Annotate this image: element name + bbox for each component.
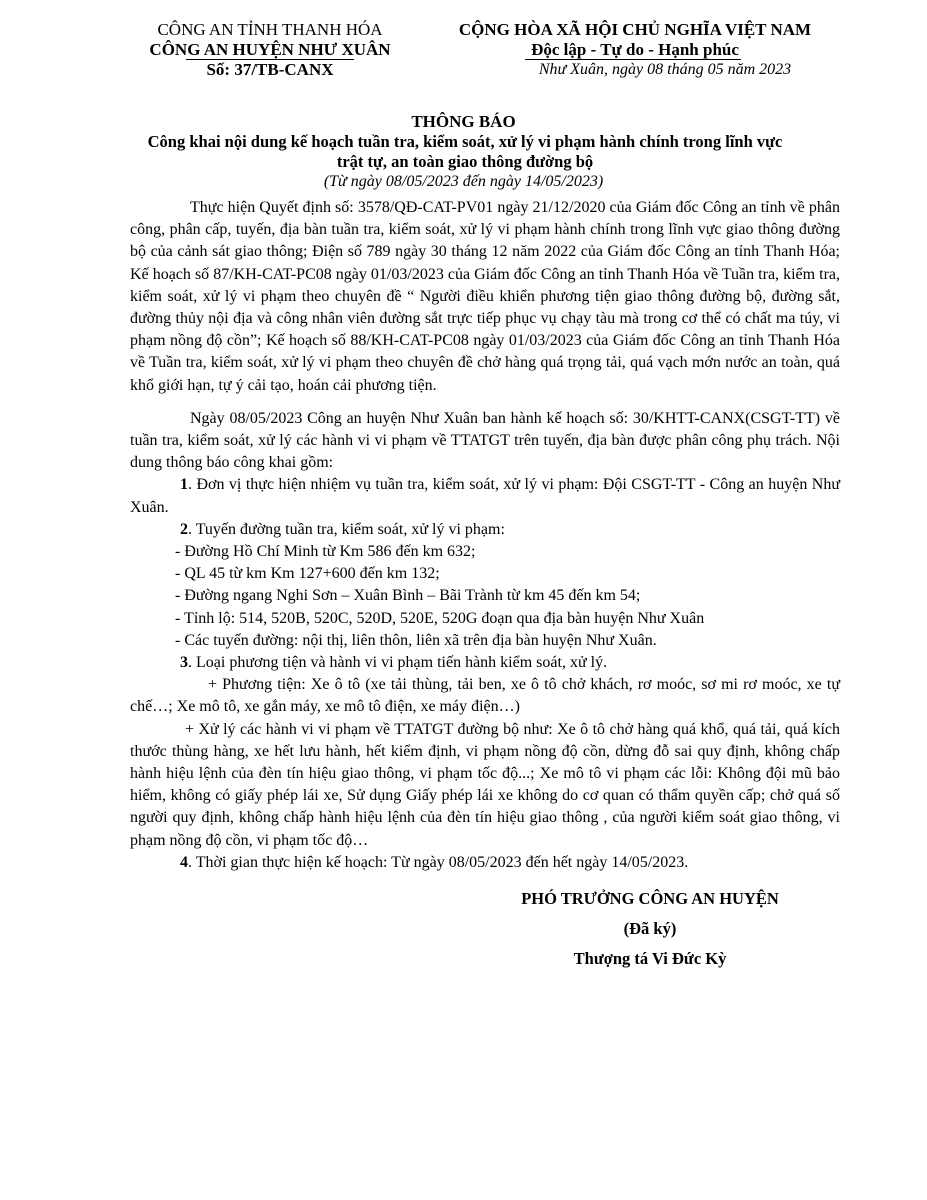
route-item: - QL 45 từ km Km 127+600 đến km 132; [175, 565, 440, 583]
national-motto: Độc lập - Tự do - Hạnh phúc [531, 40, 739, 59]
agency-parent: CÔNG AN TỈNH THANH HÓA [157, 20, 383, 39]
subtitle-line-1: Công khai nội dung kế hoạch tuần tra, kiểm soát, xử lý vi phạm hành chính trong lĩnh vực [147, 132, 783, 151]
item-2-text: . Tuyến đường tuần tra, kiểm soát, xử lý vi phạm: [188, 520, 505, 538]
document-title: THÔNG BÁO [411, 112, 516, 131]
item-1-number: 1 [180, 476, 188, 494]
motto-underline [525, 59, 741, 60]
item-4 [130, 852, 840, 874]
signature-block [500, 884, 800, 974]
agency-name: CÔNG AN HUYỆN NHƯ XUÂN [149, 40, 391, 59]
item-1-text: . Đơn vị thực hiện nhiệm vụ tuần tra, kiểm soát, xử lý vi phạm: Đội CSGT-TT - Công an huyện Như Xuân. [130, 476, 840, 516]
paragraph-plan-issuance: Ngày 08/05/2023 Công an huyện Như Xuân ban hành kế hoạch số: 30/KHTT-CANX(CSGT-TT) về tuần tra, kiểm soát, xử lý các hành vi vi phạm về TTATGT trên tuyến, địa bàn được phân công phụ trách. Nội dung thông báo công khai gồm: [130, 409, 840, 472]
item-3 [130, 652, 840, 674]
item-3-violations: + Xử lý các hành vi vi phạm về TTATGT đường bộ như: Xe ô tô chở hàng quá khổ, quá tải, quá kích thước thùng hàng, xe hết lưu hành, hết kiểm định, vi phạm nồng độ cồn, dừng đỗ sai quy định, không chấp hành hiệu lệnh của đèn tín hiệu giao thông, vi phạm tốc độ...; Xe mô tô vi phạm các lỗi: Không đội mũ bảo hiểm, không có giấy phép lái xe, Sử dụng Giấy phép lái xe không do cơ quan có thẩm quyền cấp; chở quá số người quy định, không chấp hành hiệu lệnh của đèn tín hiệu giao thông , của người kiểm soát giao thông, vi phạm nồng độ cồn, vi phạm tốc độ… [130, 720, 840, 849]
item-4-number: 4 [180, 853, 188, 871]
item-3-number: 3 [180, 654, 188, 672]
agency-underline [186, 59, 354, 60]
route-item: - Tỉnh lộ: 514, 520B, 520C, 520D, 520E, 520G đoạn qua địa bàn huyện Như Xuân [175, 609, 705, 627]
document-body [130, 197, 840, 874]
item-2 [130, 519, 840, 541]
route-item: - Các tuyến đường: nội thị, liên thôn, liên xã trên địa bàn huyện Như Xuân. [175, 631, 657, 649]
item-1 [130, 474, 840, 518]
document-subtitle [110, 132, 820, 172]
signature-status: (Đã ký) [623, 919, 677, 938]
item-2-number: 2 [180, 520, 188, 538]
subtitle-line-2: trật tự, an toàn giao thông đường bộ [336, 152, 594, 171]
route-item: - Đường ngang Nghi Sơn – Xuân Bình – Bãi Trành từ km 45 đến km 54; [175, 587, 641, 605]
paragraph-legal-basis: Thực hiện Quyết định số: 3578/QĐ-CAT-PV01 ngày 21/12/2020 của Giám đốc Công an tỉnh về phân công, phân cấp, tuyến, địa bàn tuần tra, kiểm soát, xử lý vi phạm hành chính trong lĩnh vực giao thông đường bộ của cảnh sát giao thông; Điện số 789 ngày 30 tháng 12 năm 2022 của Giám đốc Công an tỉnh Thanh Hóa; Kế hoạch số 87/KH-CAT-PC08 ngày 01/03/2023 của Giám đốc Công an tỉnh Thanh Hóa về Tuần tra, kiểm tra, kiểm soát, xử lý vi phạm theo chuyên đề “ Người điều khiển phương tiện giao thông đường bộ, đường sắt, đường thủy nội địa và công nhân viên đường sắt trực tiếp phục vụ chạy tàu mà trong cơ thể có chất ma túy, vi phạm nồng độ cồn”; Kế hoạch số 88/KH-CAT-PC08 ngày 01/03/2023 của Giám đốc Công an tỉnh Thanh Hóa về Tuần tra, kiểm soát, xử lý vi phạm theo chuyên đề chở hàng quá trọng tải, quá vạch mớn nước an toàn, quá khổ giới hạn, tự ý cải tạo, hoán cải phương tiện. [130, 199, 840, 394]
national-header-block [425, 20, 845, 80]
document-number: Số: 37/TB-CANX [206, 60, 334, 79]
item-4-text: . Thời gian thực hiện kế hoạch: Từ ngày 08/05/2023 đến hết ngày 14/05/2023. [188, 853, 689, 871]
nation-name: CỘNG HÒA XÃ HỘI CHỦ NGHĨA VIỆT NAM [458, 20, 812, 39]
document-period: (Từ ngày 08/05/2023 đến ngày 14/05/2023) [323, 173, 604, 190]
item-3-vehicles: + Phương tiện: Xe ô tô (xe tải thùng, tải ben, xe ô tô chở khách, rơ moóc, sơ mi rơ moóc, xe tự chế…; Xe mô tô, xe gắn máy, xe mô tô điện, xe máy điện…) [130, 676, 840, 716]
issuing-agency-block [120, 20, 420, 80]
signer-name: Thượng tá Vi Đức Kỳ [573, 949, 727, 968]
route-item: - Đường Hồ Chí Minh từ Km 586 đến km 632; [175, 543, 476, 561]
item-3-text: . Loại phương tiện và hành vi vi phạm tiến hành kiểm soát, xử lý. [188, 654, 608, 672]
place-date: Như Xuân, ngày 08 tháng 05 năm 2023 [538, 61, 792, 78]
signer-position: PHÓ TRƯỞNG CÔNG AN HUYỆN [521, 889, 779, 908]
